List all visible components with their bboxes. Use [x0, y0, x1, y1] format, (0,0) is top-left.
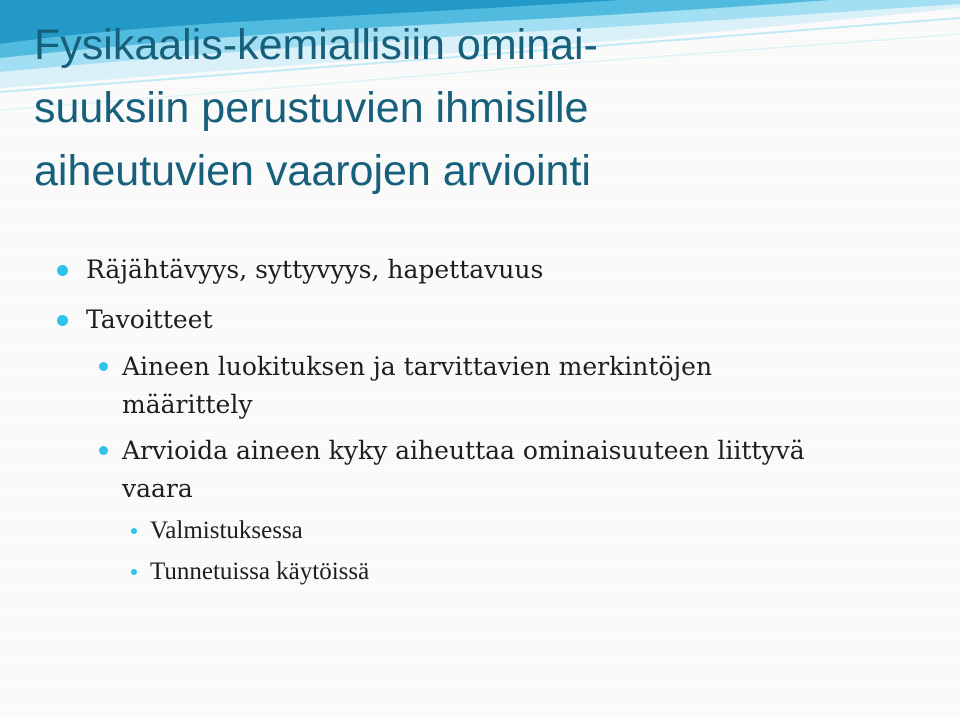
slide-title [34, 14, 914, 203]
sub-sub-bullet-text: Tunnetuissa käytöissä [150, 558, 370, 585]
bullet-icon [131, 528, 137, 534]
sub-sub-bullet-text: Valmistuksessa [150, 517, 303, 544]
sub-bullet-assess [122, 432, 805, 508]
sub-sub-bullet-known-uses [150, 557, 369, 587]
bullet-icon [57, 315, 68, 326]
bullet-icon [99, 446, 108, 455]
bullet-text: Räjähtävyys, syttyvyys, hapettavuus [86, 255, 544, 284]
bullet-icon [99, 362, 108, 371]
bullet-text: Tavoitteet [86, 305, 213, 334]
sub-sub-bullet-manufacturing [150, 516, 303, 546]
bullet-item-explosivity [86, 255, 543, 285]
title-line-3: aiheutuvien vaarojen arviointi [34, 147, 591, 195]
bullet-item-objectives [86, 305, 213, 335]
sub-bullet-text-line-1: Aineen luokituksen ja tarvittavien merkintöjen [122, 352, 713, 381]
sub-bullet-text-line-2: määrittely [122, 390, 253, 419]
title-line-1: Fysikaalis-kemiallisiin ominai- [34, 21, 598, 69]
bullet-icon [57, 265, 68, 276]
bullet-icon [131, 569, 137, 575]
title-line-2: suuksiin perustuvien ihmisille [34, 84, 589, 132]
sub-bullet-classification [122, 348, 712, 424]
sub-bullet-text-line-1: Arvioida aineen kyky aiheuttaa ominaisuuteen liittyvä [122, 436, 805, 465]
sub-bullet-text-line-2: vaara [122, 474, 193, 503]
